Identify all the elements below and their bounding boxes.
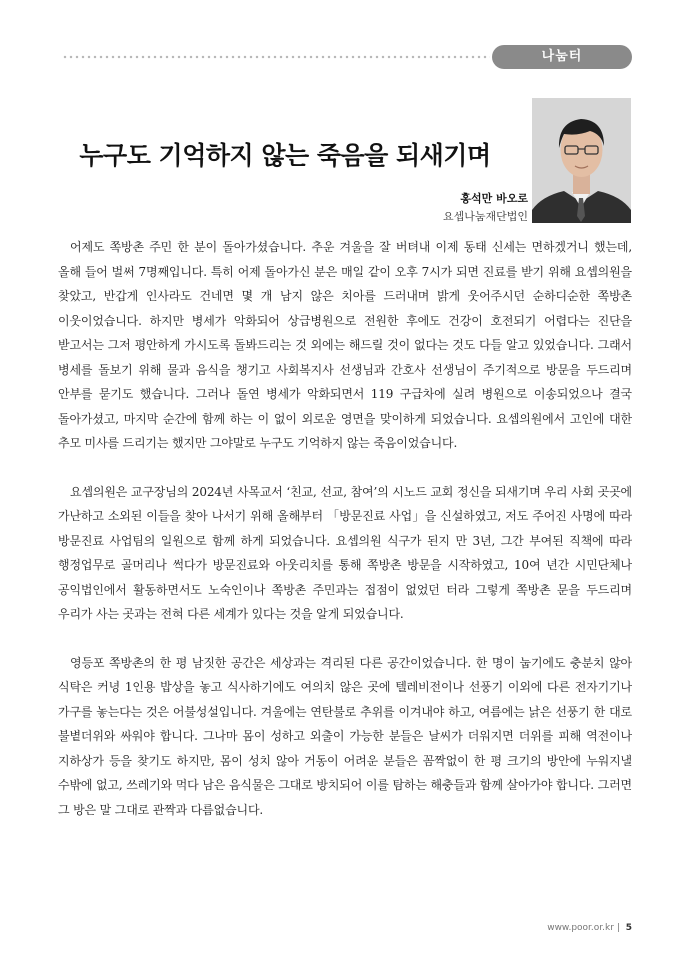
page-number: 5 xyxy=(625,923,632,933)
page-footer xyxy=(547,923,632,933)
author-photo xyxy=(532,98,631,223)
footer-url: www.poor.or.kr xyxy=(547,923,614,933)
article-paragraph-2: 요셉의원은 교구장님의 2024년 사목교서 ‘친교, 선교, 참여’의 시노드 교회 정신을 되새기며 우리 사회 곳곳에 가난하고 소외된 이들을 찾아 나서기 위해 올해부터 「방문진료 사업」을 신설하였고, 저도 주어진 사명에 따라 방문진료 사업팀의 일원으로 함께 하게 되었습니다. 요셉의원 식구가 된지 만 3년, 그간 부여된 직책에 따라 행정업무로 골머리나 썩다가 방문진료와 아웃리치를 통해 쪽방촌 방문을 시작하였고, 10여 년간 시민단체나 공익법인에서 활동하면서도 노숙인이나 쪽방촌 주민과는 접점이 없었던 터라 그렇게 쪽방촌 문을 두드리며 우리가 사는 곳과는 전혀 다른 세계가 있다는 것을 알게 되었습니다. xyxy=(58,484,632,621)
footer-separator: | xyxy=(616,923,620,933)
section-tab: 나눔터 xyxy=(492,45,632,69)
author-portrait-image xyxy=(532,98,631,223)
header-dotted-rule xyxy=(62,55,490,59)
author-name: 홍석만 바오로 xyxy=(460,192,528,205)
author-organization: 요셉나눔재단법인 xyxy=(442,210,528,223)
article-body xyxy=(58,235,632,846)
article-paragraph-1: 어제도 쪽방촌 주민 한 분이 돌아가셨습니다. 추운 겨울을 잘 버텨내 이제 동태 신세는 면하겠거니 했는데, 올해 들어 벌써 7명째입니다. 특히 어제 돌아가신 분은 매일 같이 오후 7시가 되면 진료를 받기 위해 요셉의원을 찾았고, 반갑게 인사라도 건네면 몇 개 남지 않은 치아를 드러내며 밝게 웃어주시던 순하디순한 쪽방촌 이웃이었습니다. 하지만 병세가 악화되어 상급병원으로 전원한 후에도 건강이 호전되기 어렵다는 진단을 받고서는 그저 평안하게 가시도록 돌봐드리는 것 외에는 해드릴 것이 없다는 것도 다들 알고 있었습니다. 그래서 병세를 돌보기 위해 물과 음식을 챙기고 사회복지사 선생님과 간호사 선생님이 주기적으로 방문을 두드리며 안부를 묻기도 했습니다. 그러나 돌연 병세가 악화되면서 119 구급차에 실려 병원으로 이송되었으나 결국 돌아가셨고, 마지막 순간에 함께 하는 이 없이 외로운 영면을 맞이하게 되었습니다. 요셉의원에서 고인에 대한 추모 미사를 드리기는 했지만 그야말로 누구도 기억하지 않는 죽음이었습니다. xyxy=(58,240,632,450)
article-title: 누구도 기억하지 않는 죽음을 되새기며 xyxy=(79,141,491,170)
article-paragraph-3: 영등포 쪽방촌의 한 평 남짓한 공간은 세상과는 격리된 다른 공간이었습니다. 한 명이 눕기에도 충분치 않아 식탁은 커녕 1인용 밥상을 놓고 식사하기에도 여의치 않은 곳에 텔레비전이나 선풍기 이외에 다른 전자기기나 가구를 놓는다는 것은 어불성설입니다. 겨울에는 연탄불로 추위를 이겨내야 하고, 여름에는 낡은 선풍기 한 대로 불볕더위와 싸워야 합니다. 그나마 몸이 성하고 외출이 가능한 분들은 날씨가 더워지면 더위를 피해 역전이나 지하상가 등을 찾기도 하지만, 몸이 성치 않아 거동이 어려운 분들은 꼼짝없이 한 평 크기의 방안에 누워지낼 수밖에 없고, 쓰레기와 먹다 남은 음식물은 그대로 방치되어 이를 탐하는 해충들과 함께 살아가야 합니다. 그러면 그 방은 말 그대로 관짝과 다름없습니다. xyxy=(58,655,632,817)
